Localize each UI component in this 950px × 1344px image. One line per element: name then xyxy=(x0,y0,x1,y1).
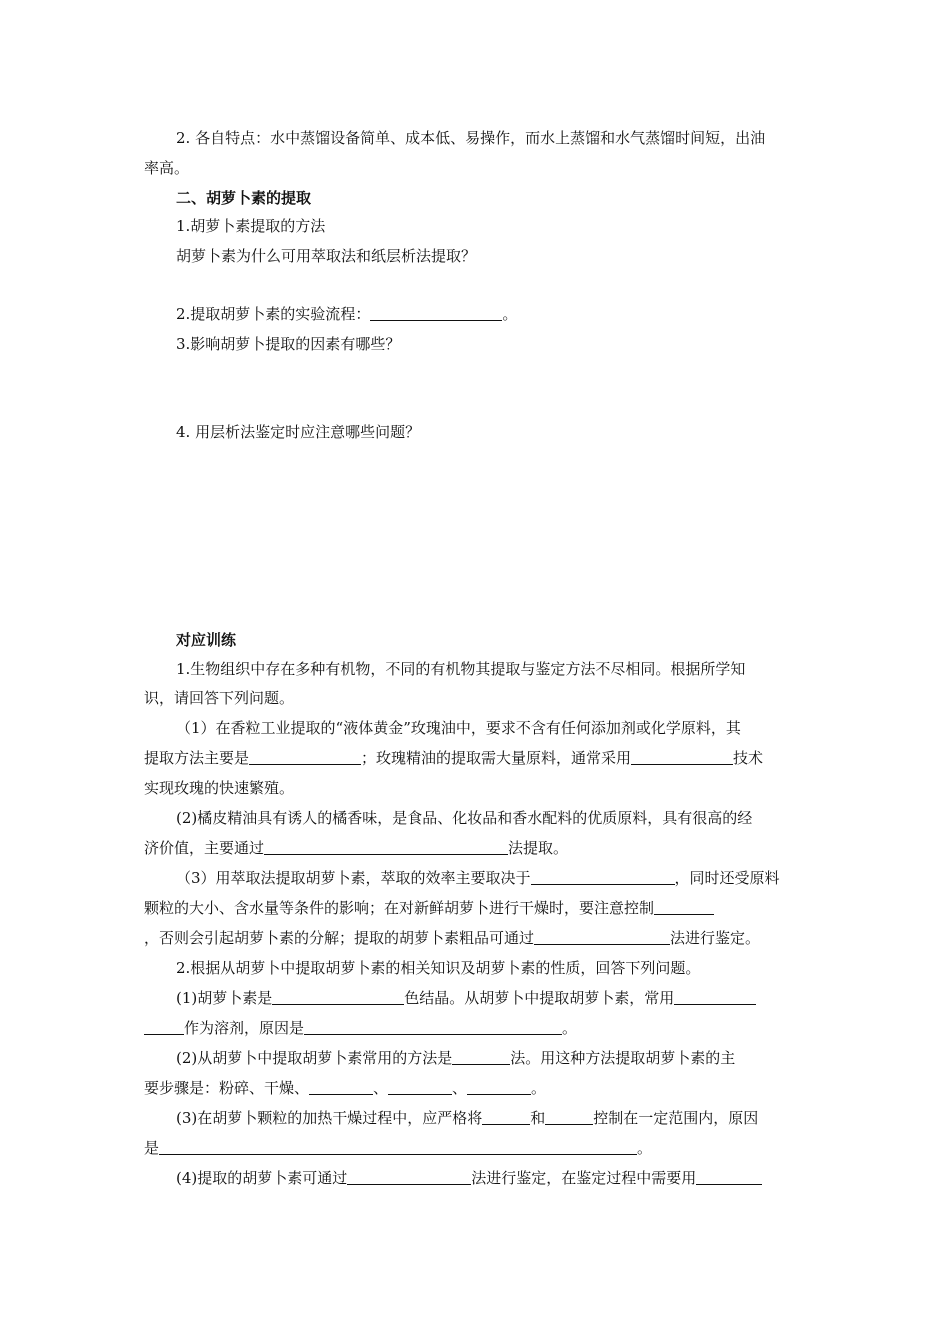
answer-blank[interactable] xyxy=(531,868,675,885)
question-text: 胡萝卜素为什么可用萃取法和纸层析法提取？ xyxy=(176,247,477,265)
paragraph-line: 是 。 xyxy=(144,1139,653,1157)
paragraph-line: (2)从胡萝卜中提取胡萝卜素常用的方法是 法。用这种方法提取胡萝卜素的主 xyxy=(176,1049,736,1067)
answer-blank[interactable] xyxy=(482,1108,530,1125)
paragraph-line: 要步骤是：粉碎、干燥、 、 、 。 xyxy=(144,1079,547,1097)
paragraph-line: ，否则会引起胡萝卜素的分解；提取的胡萝卜素粗品可通过 法进行鉴定。 xyxy=(144,929,761,947)
paragraph-line: (3)在胡萝卜颗粒的加热干燥过程中，应严格将 和 控制在一定范围内，原因 xyxy=(176,1109,759,1127)
paragraph-line: 识，请回答下列问题。 xyxy=(144,689,295,707)
answer-blank[interactable] xyxy=(388,1078,452,1095)
paragraph-line: 作为溶剂，原因是 。 xyxy=(144,1016,814,1040)
answer-blank[interactable] xyxy=(467,1078,531,1095)
question-text: 4. 用层析法鉴定时应注意哪些问题？ xyxy=(176,423,421,441)
answer-blank[interactable] xyxy=(272,988,404,1005)
question-label: 2.提取胡萝卜素的实验流程： xyxy=(176,305,371,323)
question-title: 1.胡萝卜素提取的方法 xyxy=(176,217,326,235)
paragraph-line: (2)橘皮精油具有诱人的橘香味，是食品、化妆品和香水配料的优质原料，具有很高的经 xyxy=(176,809,753,827)
question-text xyxy=(176,302,816,326)
answer-blank[interactable] xyxy=(631,748,733,765)
punctuation: 。 xyxy=(502,305,518,323)
paragraph-line: 2.根据从胡萝卜中提取胡萝卜素的相关知识及胡萝卜素的性质，回答下列问题。 xyxy=(176,959,701,977)
answer-blank[interactable] xyxy=(309,1078,373,1095)
answer-blank[interactable] xyxy=(545,1108,593,1125)
paragraph-line: 率高。 xyxy=(144,159,190,177)
answer-blank[interactable] xyxy=(370,304,502,321)
paragraph-line: 2. 各自特点：水中蒸馏设备简单、成本低、易操作，而水上蒸馏和水气蒸馏时间短，出油 xyxy=(176,129,766,147)
paragraph-line: 实现玫瑰的快速繁殖。 xyxy=(144,779,295,797)
answer-blank[interactable] xyxy=(696,1168,762,1185)
answer-blank[interactable] xyxy=(264,838,508,855)
section-heading: 二、胡萝卜素的提取 xyxy=(176,189,312,207)
answer-blank[interactable] xyxy=(159,1138,637,1155)
paragraph-line: (4)提取的胡萝卜素可通过 法进行鉴定，在鉴定过程中需要用 xyxy=(176,1166,816,1190)
answer-blank[interactable] xyxy=(534,928,670,945)
paragraph-line: （1）在香粒工业提取的“液体黄金”玫瑰油中，要求不含有任何添加剂或化学原料，其 xyxy=(176,719,741,737)
training-heading: 对应训练 xyxy=(176,631,237,649)
paragraph-line: （3）用萃取法提取胡萝卜素，萃取的效率主要取决于 ，同时还受原料 xyxy=(176,869,780,887)
answer-blank[interactable] xyxy=(304,1018,562,1035)
paragraph-line: 提取方法主要是 ；玫瑰精油的提取需大量原料，通常采用 技术 xyxy=(144,749,764,767)
question-text: 3.影响胡萝卜提取的因素有哪些？ xyxy=(176,335,401,353)
answer-blank[interactable] xyxy=(144,1018,184,1035)
answer-blank[interactable] xyxy=(674,988,756,1005)
paragraph-line: 颗粒的大小、含水量等条件的影响；在对新鲜胡萝卜进行干燥时，要注意控制 xyxy=(144,896,814,920)
answer-blank[interactable] xyxy=(452,1048,510,1065)
paragraph-line: 1.生物组织中存在多种有机物，不同的有机物其提取与鉴定方法不尽相同。根据所学知 xyxy=(176,660,746,678)
answer-blank[interactable] xyxy=(347,1168,471,1185)
paragraph-line: 济价值，主要通过 法提取。 xyxy=(144,839,569,857)
answer-blank[interactable] xyxy=(249,748,361,765)
answer-blank[interactable] xyxy=(654,898,714,915)
paragraph-line: (1)胡萝卜素是 色结晶。从胡萝卜中提取胡萝卜素，常用 xyxy=(176,986,816,1010)
